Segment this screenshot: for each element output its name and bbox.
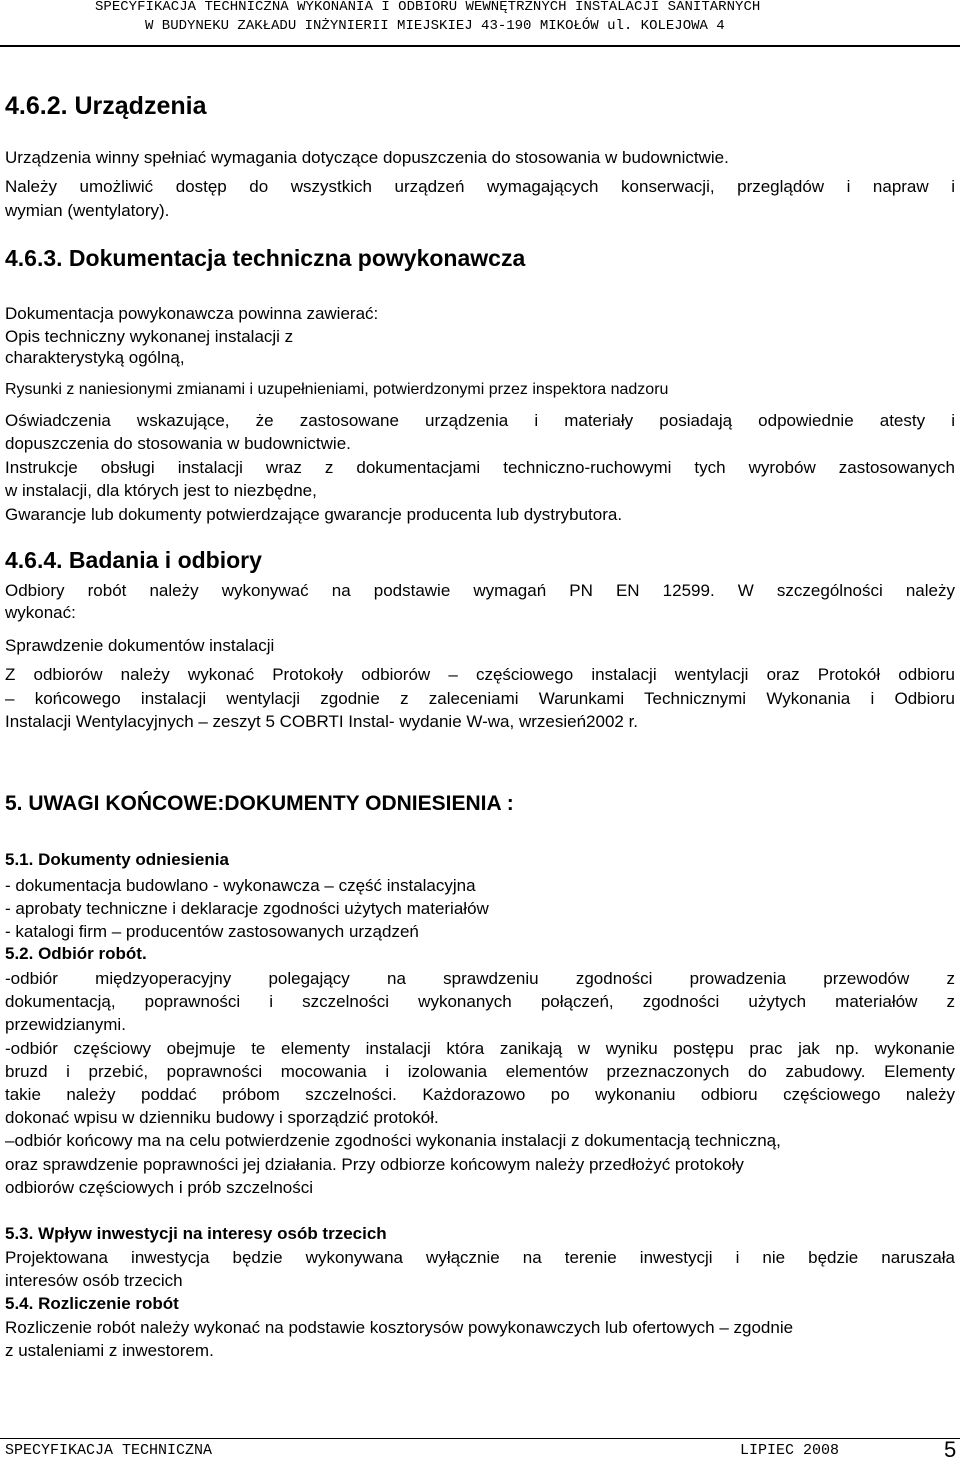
list-item: - katalogi firm – producentów zastosowanych urządzeń bbox=[5, 922, 419, 941]
paragraph: Projektowana inwestycja będzie wykonywana wyłącznie na terenie inwestycji i nie będzie naruszała bbox=[5, 1248, 955, 1267]
paragraph: Rozliczenie robót należy wykonać na podstawie kosztorysów powykonawczych lub ofertowych – zgodnie bbox=[5, 1318, 794, 1337]
paragraph: z ustaleniami z inwestorem. bbox=[5, 1341, 214, 1360]
paragraph: interesów osób trzecich bbox=[5, 1271, 183, 1290]
paragraph: -odbiór częściowy obejmuje te elementy instalacji która zanikają w wyniku postępu prac jak np. wykonanie bbox=[5, 1039, 955, 1058]
paragraph: takie należy poddać próbom szczelności. Każdorazowo po wykonaniu odbioru częściowego należy bbox=[5, 1085, 955, 1104]
paragraph: wymian (wentylatory). bbox=[5, 201, 170, 220]
list-item: dopuszczenia do stosowania w budownictwie. bbox=[5, 434, 351, 453]
paragraph: –odbiór końcowy ma na celu potwierdzenie zgodności wykonania instalacji z dokumentacją techniczną, bbox=[5, 1131, 781, 1150]
footer-rule bbox=[0, 1438, 960, 1439]
paragraph: – końcowego instalacji wentylacji zgodnie z zaleceniami Warunkami Technicznymi Wykonania i Odbioru bbox=[5, 689, 955, 708]
paragraph: Należy umożliwić dostęp do wszystkich urządzeń wymagających konserwacji, przeglądów i napraw i bbox=[5, 177, 955, 196]
section-title-5-2: 5.2. Odbiór robót. bbox=[5, 944, 147, 963]
paragraph: Z odbiorów należy wykonać Protokoły odbiorów – częściowego instalacji wentylacji oraz Protokół odbioru bbox=[5, 665, 955, 684]
list-item: Gwarancje lub dokumenty potwierdzające gwarancje producenta lub dystrybutora. bbox=[5, 505, 623, 524]
list-item: Oświadczenia wskazujące, że zastosowane urządzenia i materiały posiadają odpowiednie atesty i bbox=[5, 411, 955, 430]
list-item: - dokumentacja budowlano - wykonawcza – część instalacyjna bbox=[5, 876, 476, 895]
list-item: charakterystyką ogólną, bbox=[5, 348, 185, 367]
paragraph: odbiorów częściowych i prób szczelności bbox=[5, 1178, 314, 1197]
section-title-4-6-2: 4.6.2. Urządzenia bbox=[5, 92, 207, 120]
paragraph: -odbiór międzyoperacyjny polegający na sprawdzeniu zgodności prowadzenia przewodów z bbox=[5, 969, 955, 988]
paragraph: oraz sprawdzenie poprawności jej działania. Przy odbiorze końcowym należy przedłożyć protokoły bbox=[5, 1155, 744, 1174]
paragraph: przewidzianymi. bbox=[5, 1015, 126, 1034]
header-rule bbox=[0, 45, 960, 47]
section-title-5-4: 5.4. Rozliczenie robót bbox=[5, 1294, 179, 1313]
paragraph: dokumentacją, poprawności i szczelności wykonanych połączeń, zgodności użytych materiałów z bbox=[5, 992, 955, 1011]
header-line-1: SPECYFIKACJA TECHNICZNA WYKONANIA I ODBIORU WEWNĘTRZNYCH INSTALACJI SANITARNYCH bbox=[95, 0, 761, 15]
list-item: Dokumentacja powykonawcza powinna zawierać: bbox=[5, 304, 379, 323]
list-item: Opis techniczny wykonanej instalacji z bbox=[5, 327, 294, 346]
section-title-5-3: 5.3. Wpływ inwestycji na interesy osób trzecich bbox=[5, 1224, 387, 1243]
section-title-5: 5. UWAGI KOŃCOWE:DOKUMENTY ODNIESIENIA : bbox=[5, 792, 514, 815]
section-title-5-1: 5.1. Dokumenty odniesienia bbox=[5, 850, 229, 869]
paragraph: Urządzenia winny spełniać wymagania dotyczące dopuszczenia do stosowania w budownictwie. bbox=[5, 148, 729, 167]
paragraph: dokonać wpisu w dzienniku budowy i sporządzić protokół. bbox=[5, 1108, 439, 1127]
list-item: - aprobaty techniczne i deklaracje zgodności użytych materiałów bbox=[5, 899, 489, 918]
list-item: Instrukcje obsługi instalacji wraz z dokumentacjami techniczno-ruchowymi tych wyrobów zastosowanych bbox=[5, 458, 955, 477]
paragraph: Sprawdzenie dokumentów instalacji bbox=[5, 636, 275, 655]
section-title-4-6-4: 4.6.4. Badania i odbiory bbox=[5, 547, 262, 573]
page-number: 5 bbox=[944, 1437, 957, 1462]
paragraph: bruzd i przebić, poprawności mocowania i izolowania elementów przeznaczonych do zabudowy. Elementy bbox=[5, 1062, 955, 1081]
section-title-4-6-3: 4.6.3. Dokumentacja techniczna powykonawcza bbox=[5, 245, 526, 271]
list-item: w instalacji, dla których jest to niezbędne, bbox=[5, 481, 317, 500]
list-item: Rysunki z naniesionymi zmianami i uzupełnieniami, potwierdzonymi przez inspektora nadzoru bbox=[5, 381, 669, 398]
footer-title: SPECYFIKACJA TECHNICZNA bbox=[5, 1442, 213, 1459]
paragraph: wykonać: bbox=[5, 603, 76, 622]
header-line-2: W BUDYNEKU ZAKŁADU INŻYNIERII MIEJSKIEJ 43-190 MIKOŁÓW ul. KOLEJOWA 4 bbox=[145, 18, 725, 34]
paragraph: Odbiory robót należy wykonywać na podstawie wymagań PN EN 12599. W szczególności należy bbox=[5, 581, 955, 600]
footer-date: LIPIEC 2008 bbox=[740, 1442, 840, 1459]
paragraph: Instalacji Wentylacyjnych – zeszyt 5 COBRTI Instal- wydanie W-wa, wrzesień2002 r. bbox=[5, 712, 639, 731]
